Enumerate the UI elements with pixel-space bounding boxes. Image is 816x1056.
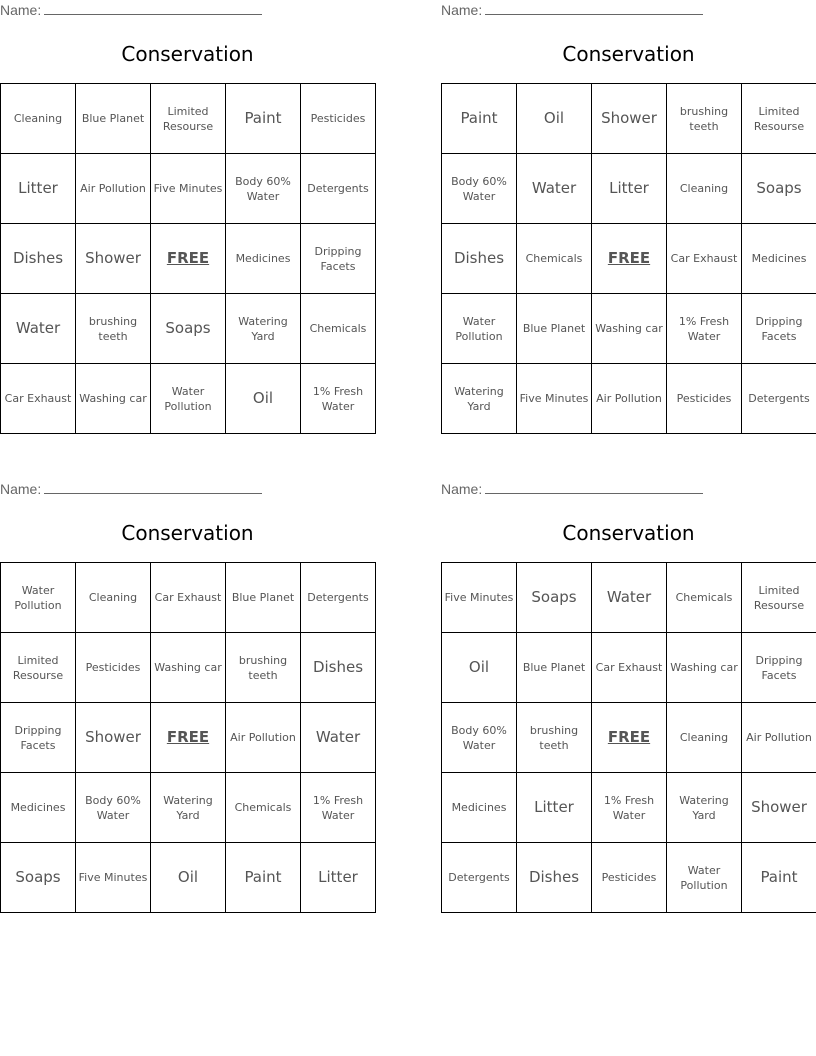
bingo-cell: Medicines <box>742 224 816 294</box>
bingo-cell: Detergents <box>742 364 816 434</box>
bingo-row <box>1 633 376 703</box>
bingo-row <box>1 294 376 364</box>
bingo-card-1 <box>0 0 375 435</box>
bingo-cell: Detergents <box>301 563 376 633</box>
bingo-cell: 1% Fresh Water <box>301 773 376 843</box>
bingo-cell: Dishes <box>301 633 376 703</box>
bingo-cell: Soaps <box>1 843 76 913</box>
bingo-row <box>442 703 816 773</box>
bingo-cell: Cleaning <box>1 84 76 154</box>
bingo-cell: Paint <box>742 843 816 913</box>
bingo-cell: Watering Yard <box>226 294 301 364</box>
bingo-row <box>1 84 376 154</box>
name-blank-line <box>44 2 262 15</box>
bingo-cell: Medicines <box>226 224 301 294</box>
bingo-cell: Soaps <box>517 563 592 633</box>
bingo-cell: Air Pollution <box>742 703 816 773</box>
bingo-cell: Water <box>592 563 667 633</box>
bingo-row <box>442 633 816 703</box>
bingo-cell: Oil <box>517 84 592 154</box>
bingo-cell: Shower <box>592 84 667 154</box>
card-title: Conservation <box>121 521 254 545</box>
bingo-cell: Chemicals <box>667 563 742 633</box>
bingo-row <box>442 843 816 913</box>
bingo-cell: Pesticides <box>301 84 376 154</box>
bingo-cell: 1% Fresh Water <box>301 364 376 434</box>
bingo-cell: Chemicals <box>517 224 592 294</box>
bingo-cell: Pesticides <box>592 843 667 913</box>
bingo-cell: Washing car <box>667 633 742 703</box>
bingo-cell: Limited Resourse <box>151 84 226 154</box>
bingo-cell: Dripping Facets <box>1 703 76 773</box>
name-label: Name: <box>0 481 42 497</box>
bingo-row <box>1 703 376 773</box>
bingo-grid <box>441 562 816 913</box>
bingo-grid <box>0 562 376 913</box>
bingo-cell: Five Minutes <box>76 843 151 913</box>
bingo-cell: Litter <box>301 843 376 913</box>
bingo-row <box>442 84 816 154</box>
bingo-cell: Litter <box>517 773 592 843</box>
bingo-cell: Five Minutes <box>517 364 592 434</box>
bingo-cell: Oil <box>442 633 517 703</box>
bingo-cell: Medicines <box>442 773 517 843</box>
card-title: Conservation <box>562 521 695 545</box>
bingo-cell: Chemicals <box>226 773 301 843</box>
bingo-cell: Dripping Facets <box>742 633 816 703</box>
bingo-cell: Water Pollution <box>151 364 226 434</box>
card-title: Conservation <box>562 42 695 66</box>
bingo-cell: brushing teeth <box>517 703 592 773</box>
bingo-cell: Pesticides <box>76 633 151 703</box>
bingo-row <box>1 364 376 434</box>
bingo-cell: brushing teeth <box>226 633 301 703</box>
bingo-cell: Cleaning <box>76 563 151 633</box>
bingo-cell: Soaps <box>151 294 226 364</box>
bingo-cell: brushing teeth <box>667 84 742 154</box>
bingo-row <box>442 364 816 434</box>
bingo-cell: Limited Resourse <box>742 563 816 633</box>
name-field <box>0 2 270 18</box>
bingo-cell: Shower <box>742 773 816 843</box>
bingo-cell: Paint <box>226 843 301 913</box>
bingo-cell: Washing car <box>151 633 226 703</box>
bingo-cell: Water Pollution <box>667 843 742 913</box>
free-space: FREE <box>151 703 226 773</box>
bingo-row <box>1 563 376 633</box>
free-space: FREE <box>592 703 667 773</box>
bingo-row <box>442 773 816 843</box>
bingo-cell: Cleaning <box>667 703 742 773</box>
bingo-card-2 <box>441 0 816 435</box>
bingo-cell: Chemicals <box>301 294 376 364</box>
bingo-cell: Blue Planet <box>517 294 592 364</box>
bingo-cell: Car Exhaust <box>592 633 667 703</box>
bingo-cell: Watering Yard <box>442 364 517 434</box>
card-title: Conservation <box>121 42 254 66</box>
bingo-grid <box>441 83 816 434</box>
bingo-cell: Shower <box>76 703 151 773</box>
bingo-cell: Washing car <box>76 364 151 434</box>
bingo-grid <box>0 83 376 434</box>
bingo-cell: Air Pollution <box>226 703 301 773</box>
bingo-cell: Dishes <box>517 843 592 913</box>
bingo-cell: Body 60% Water <box>76 773 151 843</box>
bingo-card-4 <box>441 479 816 914</box>
bingo-cell: Shower <box>76 224 151 294</box>
bingo-cell: Medicines <box>1 773 76 843</box>
bingo-cell: Water Pollution <box>442 294 517 364</box>
bingo-cell: Soaps <box>742 154 816 224</box>
bingo-cell: Water Pollution <box>1 563 76 633</box>
bingo-row <box>442 294 816 364</box>
bingo-row <box>1 843 376 913</box>
bingo-cell: Paint <box>226 84 301 154</box>
bingo-cell: Dishes <box>442 224 517 294</box>
bingo-cell: Litter <box>1 154 76 224</box>
bingo-cell: Car Exhaust <box>151 563 226 633</box>
name-label: Name: <box>441 2 483 18</box>
bingo-cell: Blue Planet <box>226 563 301 633</box>
bingo-row <box>442 563 816 633</box>
bingo-row <box>442 154 816 224</box>
bingo-cell: Body 60% Water <box>442 154 517 224</box>
name-label: Name: <box>441 481 483 497</box>
bingo-cell: Watering Yard <box>151 773 226 843</box>
bingo-cell: Water <box>1 294 76 364</box>
bingo-cell: Five Minutes <box>151 154 226 224</box>
bingo-cell: Body 60% Water <box>442 703 517 773</box>
free-space: FREE <box>151 224 226 294</box>
bingo-cell: brushing teeth <box>76 294 151 364</box>
bingo-row <box>442 224 816 294</box>
bingo-cell: Dishes <box>1 224 76 294</box>
bingo-cell: Dripping Facets <box>301 224 376 294</box>
bingo-row <box>1 773 376 843</box>
bingo-row <box>1 224 376 294</box>
bingo-cell: Car Exhaust <box>667 224 742 294</box>
bingo-cell: Paint <box>442 84 517 154</box>
bingo-cell: Cleaning <box>667 154 742 224</box>
bingo-cell: Five Minutes <box>442 563 517 633</box>
bingo-cell: Oil <box>226 364 301 434</box>
name-field <box>441 2 711 18</box>
bingo-cell: Car Exhaust <box>1 364 76 434</box>
bingo-cell: Air Pollution <box>76 154 151 224</box>
name-blank-line <box>485 2 703 15</box>
bingo-cell: Blue Planet <box>517 633 592 703</box>
bingo-cell: Oil <box>151 843 226 913</box>
bingo-cell: Blue Planet <box>76 84 151 154</box>
bingo-cell: 1% Fresh Water <box>592 773 667 843</box>
bingo-cell: Water <box>517 154 592 224</box>
bingo-cell: Air Pollution <box>592 364 667 434</box>
bingo-cell: Washing car <box>592 294 667 364</box>
name-field <box>0 481 270 497</box>
bingo-cell: Pesticides <box>667 364 742 434</box>
free-space: FREE <box>592 224 667 294</box>
name-field <box>441 481 711 497</box>
bingo-cell: 1% Fresh Water <box>667 294 742 364</box>
bingo-cell: Water <box>301 703 376 773</box>
bingo-cell: Watering Yard <box>667 773 742 843</box>
bingo-cell: Detergents <box>442 843 517 913</box>
bingo-cell: Body 60% Water <box>226 154 301 224</box>
name-blank-line <box>44 481 262 494</box>
bingo-row <box>1 154 376 224</box>
name-blank-line <box>485 481 703 494</box>
bingo-cell: Limited Resourse <box>742 84 816 154</box>
name-label: Name: <box>0 2 42 18</box>
bingo-cell: Limited Resourse <box>1 633 76 703</box>
bingo-card-3 <box>0 479 375 914</box>
bingo-cell: Litter <box>592 154 667 224</box>
bingo-cell: Dripping Facets <box>742 294 816 364</box>
bingo-cell: Detergents <box>301 154 376 224</box>
